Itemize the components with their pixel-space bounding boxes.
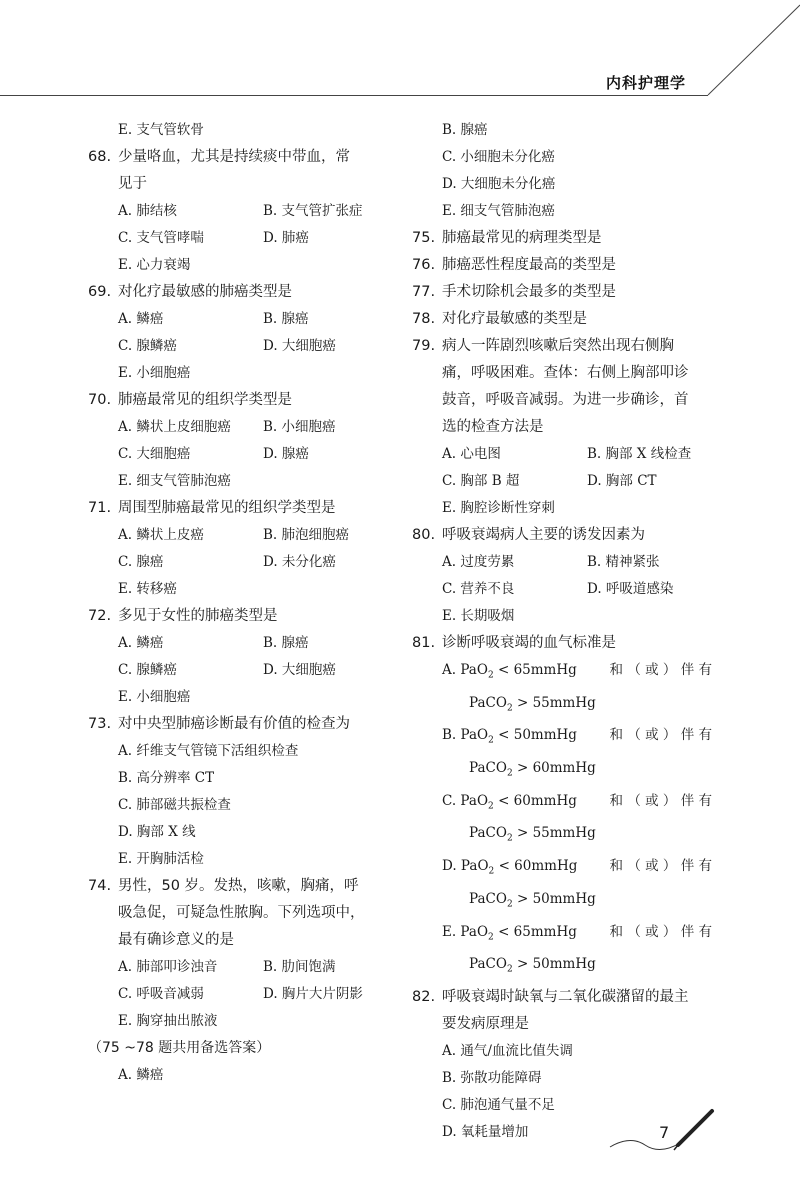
option-b: B. 胸部 X 线检查 [587,446,692,462]
option-d: D. 大细胞癌 [263,662,336,678]
question-stem-continued: 见于 [118,176,147,192]
question-82 [412,984,712,1038]
question-stem: 对化疗最敏感的类型是 [442,311,587,327]
question-stem-continued: 痛，呼吸困难。查体：右侧上胸部叩诊 [442,365,689,381]
question-number: 82. [412,988,436,1005]
option-e: E. 细支气管肺泡癌 [442,203,555,219]
option-b: B. 肋间饱满 [263,959,336,975]
question-80 [412,522,712,549]
option-c: C. 腺鳞癌 [118,338,177,354]
question-stem: 肺癌最常见的组织学类型是 [118,392,292,408]
question-stem: 肺癌恶性程度最高的类型是 [442,257,616,273]
option-e: E. PaO$_2$ < 65mmHg 和 （ 或 ） 伴 有 PaCO$_2$ > 50mmHg [442,923,712,975]
left-column [88,117,393,1089]
question-71 [88,495,393,522]
option-d: D. 未分化癌 [263,554,336,570]
question-number: 69. [88,284,112,300]
option-b: B. 腺癌 [442,122,488,138]
question-stem: 对中央型肺癌诊断最有价值的检查为 [118,716,350,732]
option-a: A. 肺结核 [118,203,177,219]
question-70 [88,387,393,414]
option-d: D. 氧耗量增加 [442,1123,529,1140]
running-header-title: 内科护理学 [606,74,687,92]
question-stem: 少量咯血，尤其是持续痰中带血，常 [118,149,350,165]
question-number: 74. [88,878,112,894]
question-number: 73. [88,716,112,732]
option-c: C. 肺泡通气量不足 [442,1096,555,1113]
question-77 [412,279,712,306]
option-b: B. 支气管扩张症 [263,203,363,219]
option-b: B. 高分辨率 CT [118,770,215,786]
question-stem: 男性，50 岁。发热，咳嗽，胸痛，呼 [118,878,359,894]
option-e: E. 转移癌 [118,581,177,597]
option-b: B. 小细胞癌 [263,419,336,435]
option-e: E. 开胸肺活检 [118,851,204,867]
question-number: 80. [412,527,436,543]
question-78 [412,306,712,333]
option-d: D. 大细胞未分化癌 [442,176,556,192]
question-number: 72. [88,608,112,624]
option-d: D. 胸部 X 线 [118,824,196,840]
option-b: B. 肺泡细胞癌 [263,527,350,543]
option-d: D. 呼吸道感染 [587,581,674,597]
option-a: A. 鳞状上皮细胞癌 [118,419,231,435]
option-d: D. 腺癌 [263,446,309,462]
question-stem-continued: 要发病原理是 [442,1015,529,1032]
question-81 [412,630,712,657]
option-a: A. 心电图 [442,446,501,462]
question-73 [88,711,393,738]
option-a: A. 通气/血流比值失调 [442,1042,573,1059]
option-d: D. 胸部 CT [587,473,657,489]
option-a: A. 鳞癌 [118,635,164,651]
option-a: A. 过度劳累 [442,554,515,570]
question-72 [88,603,393,630]
option-c: C. 大细胞癌 [118,446,191,462]
question-stem-continued: 吸急促，可疑急性脓胸。下列选项中， [118,905,365,921]
question-69 [88,279,393,306]
option-d: D. 大细胞癌 [263,338,336,354]
option-d: D. 肺癌 [263,230,309,246]
option-e: E. 小细胞癌 [118,365,191,381]
option-a: A. 鳞癌 [118,311,164,327]
option-a: A. 肺部叩诊浊音 [118,959,218,975]
option-b: B. 腺癌 [263,311,309,327]
option-c: C. 营养不良 [442,581,515,597]
option-c: C. PaO$_2$ < 60mmHg 和 （ 或 ） 伴 有 PaCO$_2$ > 55mmHg [442,792,712,845]
option-c: C. 支气管哮喘 [118,230,204,246]
question-76 [412,252,712,279]
option-a: A. 鳞状上皮癌 [118,527,204,543]
question-stem-continued: 最有确诊意义的是 [118,932,234,948]
option-d: D. 胸片大片阴影 [263,986,363,1002]
option-a: A. 鳞癌 [118,1067,164,1083]
option-b: B. 弥散功能障碍 [442,1069,542,1086]
option-a: A. PaO$_2$ < 65mmHg 和 （ 或 ） 伴 有 PaCO$_2$ > 55mmHg [442,662,712,714]
option-e: E. 长期吸烟 [442,608,515,624]
option-a: A. 纤维支气管镜下活组织检查 [118,743,299,759]
option-b: B. 腺癌 [263,635,309,651]
right-column [412,117,712,1146]
question-stem: 诊断呼吸衰竭的血气标准是 [442,635,616,651]
option-e: E. 小细胞癌 [118,689,191,705]
option-b: B. PaO$_2$ < 50mmHg 和 （ 或 ） 伴 有 PaCO$_2$ > 60mmHg [442,727,712,779]
option-c: C. 腺鳞癌 [118,662,177,678]
question-stem: 呼吸衰竭时缺氧与二氧化碳潴留的最主 [442,988,689,1005]
question-number: 81. [412,635,436,651]
question-stem: 肺癌最常见的病理类型是 [442,230,602,246]
question-stem: 病人一阵剧烈咳嗽后突然出现右侧胸 [442,338,674,354]
option-d: D. PaO$_2$ < 60mmHg 和 （ 或 ） 伴 有 PaCO$_2$ > 50mmHg [442,858,712,910]
question-stem: 手术切除机会最多的类型是 [442,284,616,300]
question-number: 68. [88,149,112,165]
option-e: E. 心力衰竭 [118,257,191,273]
question-stem: 周围型肺癌最常见的组织学类型是 [118,500,336,516]
question-number: 71. [88,500,112,516]
question-number: 77. [412,284,436,300]
question-stem-continued: 鼓音，呼吸音减弱。为进一步确诊，首 [442,392,689,408]
question-number: 79. [412,338,436,354]
question-79 [412,333,712,441]
question-number: 76. [412,257,436,273]
question-number: 70. [88,392,112,408]
shared-options-note: （75 ~78 题共用备选答案） [88,1040,271,1056]
question-stem: 多见于女性的肺癌类型是 [118,608,278,624]
option-c: C. 腺癌 [118,554,164,570]
option-e: E. 胸腔诊断性穿刺 [442,500,555,516]
question-stem: 对化疗最敏感的肺癌类型是 [118,284,292,300]
question-number: 78. [412,311,436,327]
question-75 [412,225,712,252]
option-c: C. 呼吸音减弱 [118,986,204,1002]
question-stem: 呼吸衰竭病人主要的诱发因素为 [442,527,645,543]
option-e: E. 细支气管肺泡癌 [118,473,231,489]
question-number: 75. [412,230,436,246]
header-rule [0,95,708,96]
option-e: E. 胸穿抽出脓液 [118,1013,218,1029]
option-b: B. 精神紧张 [587,554,660,570]
page-number: 7 [659,1123,670,1142]
question-68 [88,144,393,198]
question-stem-continued: 选的检查方法是 [442,419,544,435]
option: E. 支气管软骨 [118,122,204,138]
option-c: C. 小细胞未分化癌 [442,149,555,165]
option-c: C. 胸部 B 超 [442,473,520,489]
question-74 [88,873,393,954]
option-c: C. 肺部磁共振检查 [118,797,231,813]
